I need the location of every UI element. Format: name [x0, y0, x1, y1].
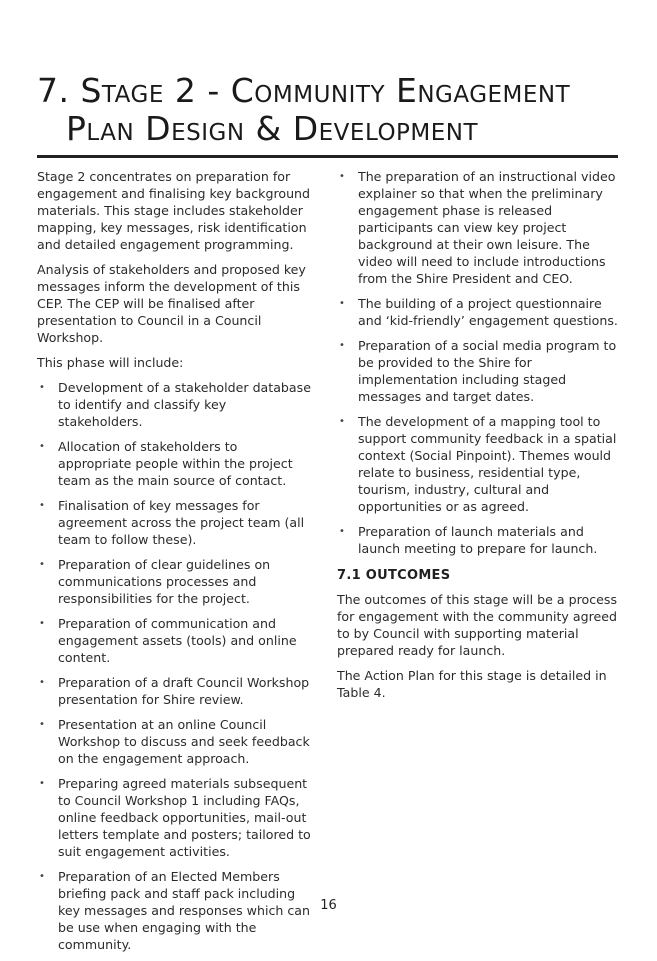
bullet-item: • Preparation of an Elected Members briefing pack and staff pack including key messages and responses which can be use when engaging with the community.: [37, 868, 313, 953]
bullet-item: • Allocation of stakeholders to appropriate people within the project team as the main source of contact.: [37, 438, 313, 489]
intro-paragraph: This phase will include:: [37, 355, 184, 370]
bullet-item: • The preparation of an instructional video explainer so that when the preliminary engagement phase is released participants can view key project background at their own leisure. The video will need to include introductions from the Shire President and CEO.: [337, 168, 620, 287]
bullet-item: • Preparation of launch materials and launch meeting to prepare for launch.: [337, 523, 620, 557]
intro-paragraph: Analysis of stakeholders and proposed key messages inform the development of this CEP. The CEP will be finalised after presentation to Council in a Council Workshop.: [37, 262, 306, 345]
bullet-item: • Preparation of a social media program to be provided to the Shire for implementation including staged messages and target dates.: [337, 337, 620, 405]
bullet-item: • The building of a project questionnaire and ‘kid-friendly’ engagement questions.: [337, 295, 620, 329]
heading-divider: [37, 155, 618, 158]
bullet-item: • Preparation of a draft Council Workshop presentation for Shire review.: [37, 674, 313, 708]
page-heading-line-1: 7. Stage 2 - Community Engagement: [37, 71, 571, 110]
bullet-item: • Presentation at an online Council Workshop to discuss and seek feedback on the engagement approach.: [37, 716, 313, 767]
bullet-item: • Preparation of communication and engagement assets (tools) and online content.: [37, 615, 313, 666]
bullet-item: • Preparing agreed materials subsequent to Council Workshop 1 including FAQs, online feedback opportunities, mail-out letters template and posters; tailored to suit engagement activities.: [37, 775, 313, 860]
bullet-item: • Development of a stakeholder database to identify and classify key stakeholders.: [37, 379, 313, 430]
page-number: 16: [320, 898, 337, 913]
outcomes-paragraph: The Action Plan for this stage is detailed in Table 4.: [337, 668, 607, 700]
left-column: [37, 168, 313, 961]
page-heading-line-2: Plan Design & Development: [66, 109, 479, 148]
bullet-item: • The development of a mapping tool to support community feedback in a spatial context (Social Pinpoint). Themes would relate to business, residential type, tourism, industry, cultural and opportunities or as agreed.: [337, 413, 620, 515]
phase-bullet-list: [37, 379, 313, 953]
bullet-item: • Preparation of clear guidelines on communications processes and responsibilities for the project.: [37, 556, 313, 607]
bullet-item: • Finalisation of key messages for agreement across the project team (all team to follow these).: [37, 497, 313, 548]
phase-bullet-list-continued: [337, 168, 620, 557]
outcomes-heading: 7.1 OUTCOMES: [337, 568, 451, 583]
intro-paragraph: Stage 2 concentrates on preparation for engagement and finalising key background materials. This stage includes stakeholder mapping, key messages, risk identification and detailed engagement programming.: [37, 169, 311, 252]
outcomes-paragraph: The outcomes of this stage will be a process for engagement with the community agreed to by Council with supporting material prepared ready for launch.: [337, 592, 618, 658]
right-column: [337, 168, 620, 709]
page-heading: [37, 72, 627, 148]
